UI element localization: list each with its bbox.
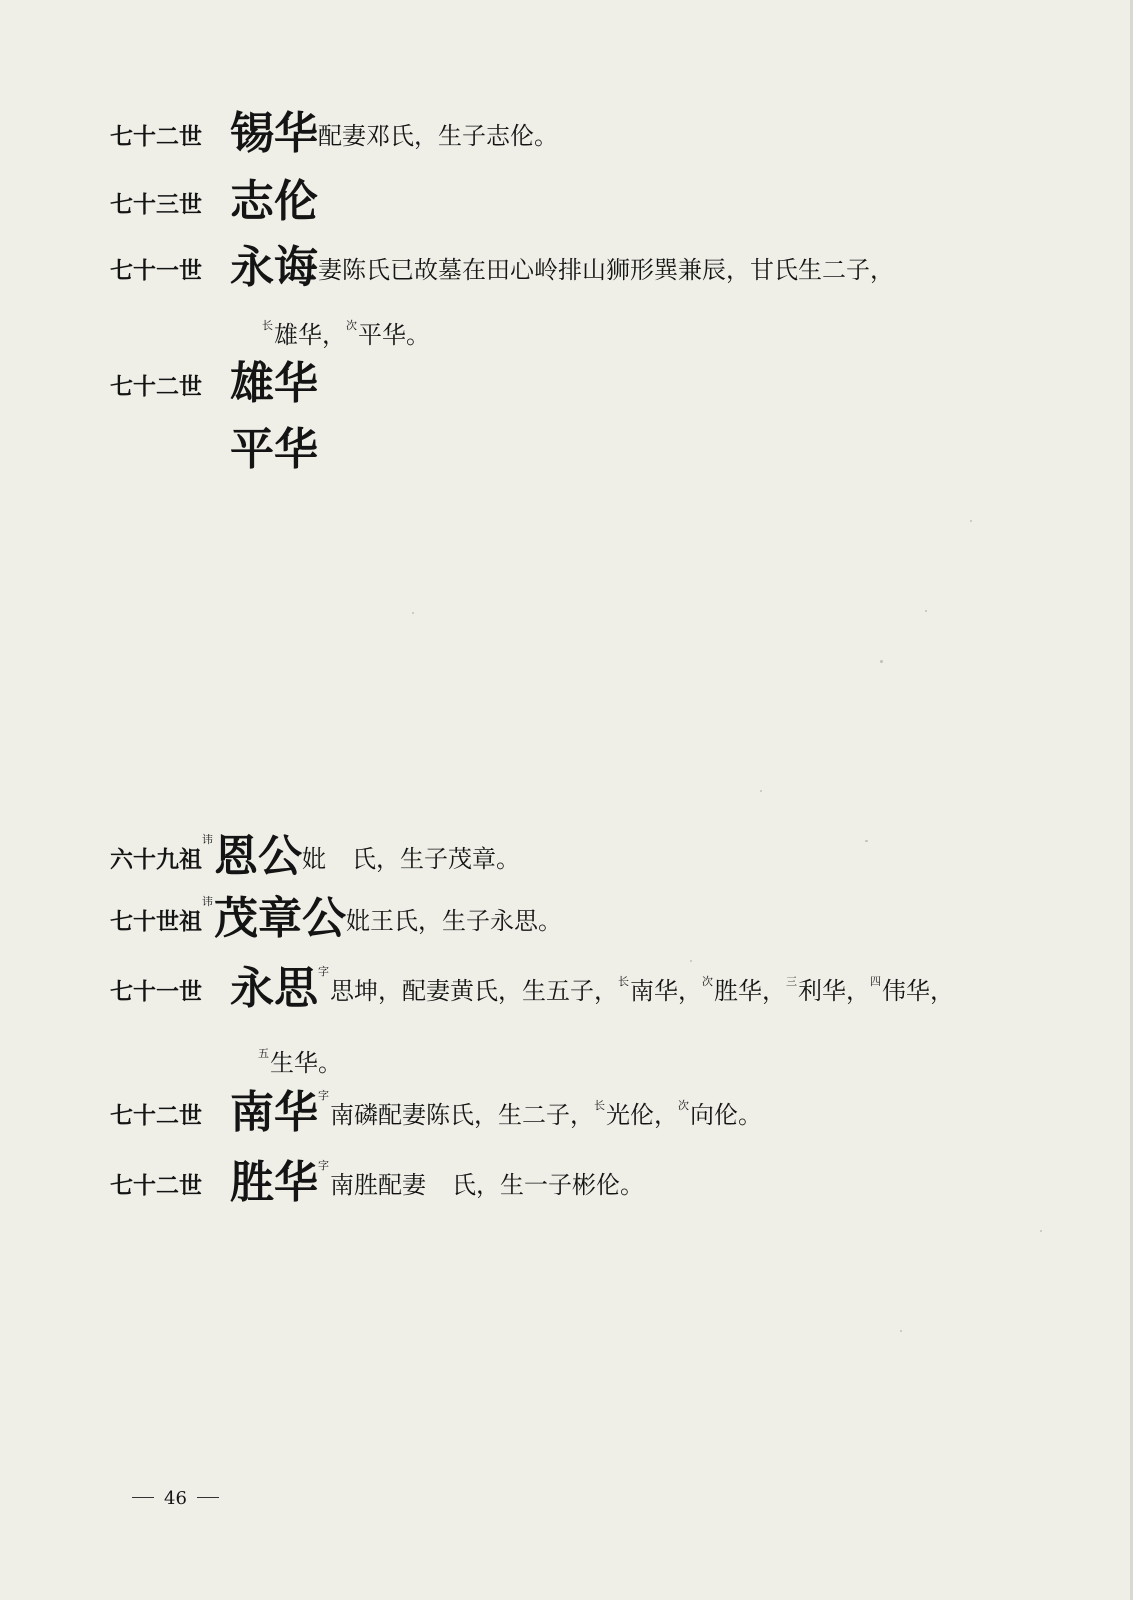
page-number-text: 46 <box>164 1488 187 1509</box>
genealogy-entry <box>110 108 558 159</box>
folio-dash <box>197 1497 219 1498</box>
order-mark: 长 <box>262 319 273 332</box>
entry-text: 配妻邓氏，生子志伦。 <box>318 122 558 150</box>
child-name: 伟华， <box>882 977 954 1005</box>
genealogy-entry <box>110 963 954 1014</box>
person-name: 锡华 <box>230 108 318 159</box>
courtesy-name-mark: 字 <box>318 1159 329 1172</box>
entry-text: 思坤，配妻黄氏，生五子， <box>330 977 618 1005</box>
folio-dash <box>132 1497 154 1498</box>
genealogy-entry <box>230 424 318 475</box>
scan-speck <box>900 1330 902 1332</box>
child-name: 平华。 <box>358 321 430 349</box>
entry-continuation <box>262 320 430 347</box>
order-mark: 次 <box>702 975 713 988</box>
page-number <box>122 1488 229 1509</box>
child-name: 南华， <box>630 977 702 1005</box>
generation-label: 七十二世 <box>110 1172 202 1199</box>
child-name: 生华。 <box>270 1049 342 1077</box>
person-name: 志伦 <box>230 176 318 227</box>
person-name: 永诲 <box>230 242 318 293</box>
order-mark: 次 <box>678 1099 689 1112</box>
scan-speck <box>925 610 927 612</box>
person-name: 永思 <box>230 963 318 1014</box>
person-name: 雄华 <box>230 358 318 409</box>
scan-speck <box>690 960 692 962</box>
genealogy-entry <box>110 358 318 409</box>
generation-label: 七十二世 <box>110 373 202 400</box>
entry-text: 妣 <box>302 845 326 873</box>
order-mark: 次 <box>346 319 357 332</box>
order-mark: 三 <box>786 975 797 988</box>
person-name: 恩公 <box>214 831 302 882</box>
generation-label: 七十一世 <box>110 257 202 284</box>
entry-text: 氏，生一子彬伦。 <box>452 1171 644 1199</box>
generation-label: 六十九祖 <box>110 846 202 873</box>
taboo-name-mark: 讳 <box>202 895 213 908</box>
entry-text: 南磷配妻陈氏，生二子， <box>330 1101 594 1129</box>
scan-speck <box>970 520 972 522</box>
person-name: 茂章公 <box>214 893 346 944</box>
courtesy-name-mark: 字 <box>318 965 329 978</box>
genealogy-entry <box>110 893 562 944</box>
child-name: 光伦， <box>606 1101 678 1129</box>
generation-label: 七十三世 <box>110 191 202 218</box>
entry-text: 妻陈氏已故墓在田心岭排山狮形巽兼辰，甘氏生二子， <box>318 256 894 284</box>
child-name: 胜华， <box>714 977 786 1005</box>
generation-label: 七十二世 <box>110 123 202 150</box>
person-name: 南华 <box>230 1087 318 1138</box>
genealogy-entry <box>110 831 520 882</box>
order-mark: 长 <box>618 975 629 988</box>
order-mark: 四 <box>870 975 881 988</box>
genealogy-entry <box>110 242 894 293</box>
person-name: 平华 <box>230 424 318 475</box>
entry-text: 氏，生子茂章。 <box>352 845 520 873</box>
taboo-name-mark: 讳 <box>202 833 213 846</box>
generation-label: 七十一世 <box>110 978 202 1005</box>
generation-label: 七十二世 <box>110 1102 202 1129</box>
child-name: 雄华， <box>274 321 346 349</box>
scan-speck <box>880 660 883 663</box>
genealogy-entry <box>110 1087 762 1138</box>
entry-text: 妣王氏，生子永思。 <box>346 907 562 935</box>
child-name: 利华， <box>798 977 870 1005</box>
courtesy-name-mark: 字 <box>318 1089 329 1102</box>
scan-speck <box>760 790 762 792</box>
order-mark: 五 <box>258 1047 269 1060</box>
child-name: 向伦。 <box>690 1101 762 1129</box>
entry-continuation <box>258 1048 342 1075</box>
person-name: 胜华 <box>230 1157 318 1208</box>
scan-speck <box>1040 1230 1042 1232</box>
scan-speck <box>865 840 868 842</box>
entry-text: 南胜配妻 <box>330 1171 426 1199</box>
generation-label: 七十世祖 <box>110 908 202 935</box>
order-mark: 长 <box>594 1099 605 1112</box>
genealogy-entry <box>110 1157 644 1208</box>
scan-speck <box>412 612 414 614</box>
genealogy-entry <box>110 176 318 227</box>
